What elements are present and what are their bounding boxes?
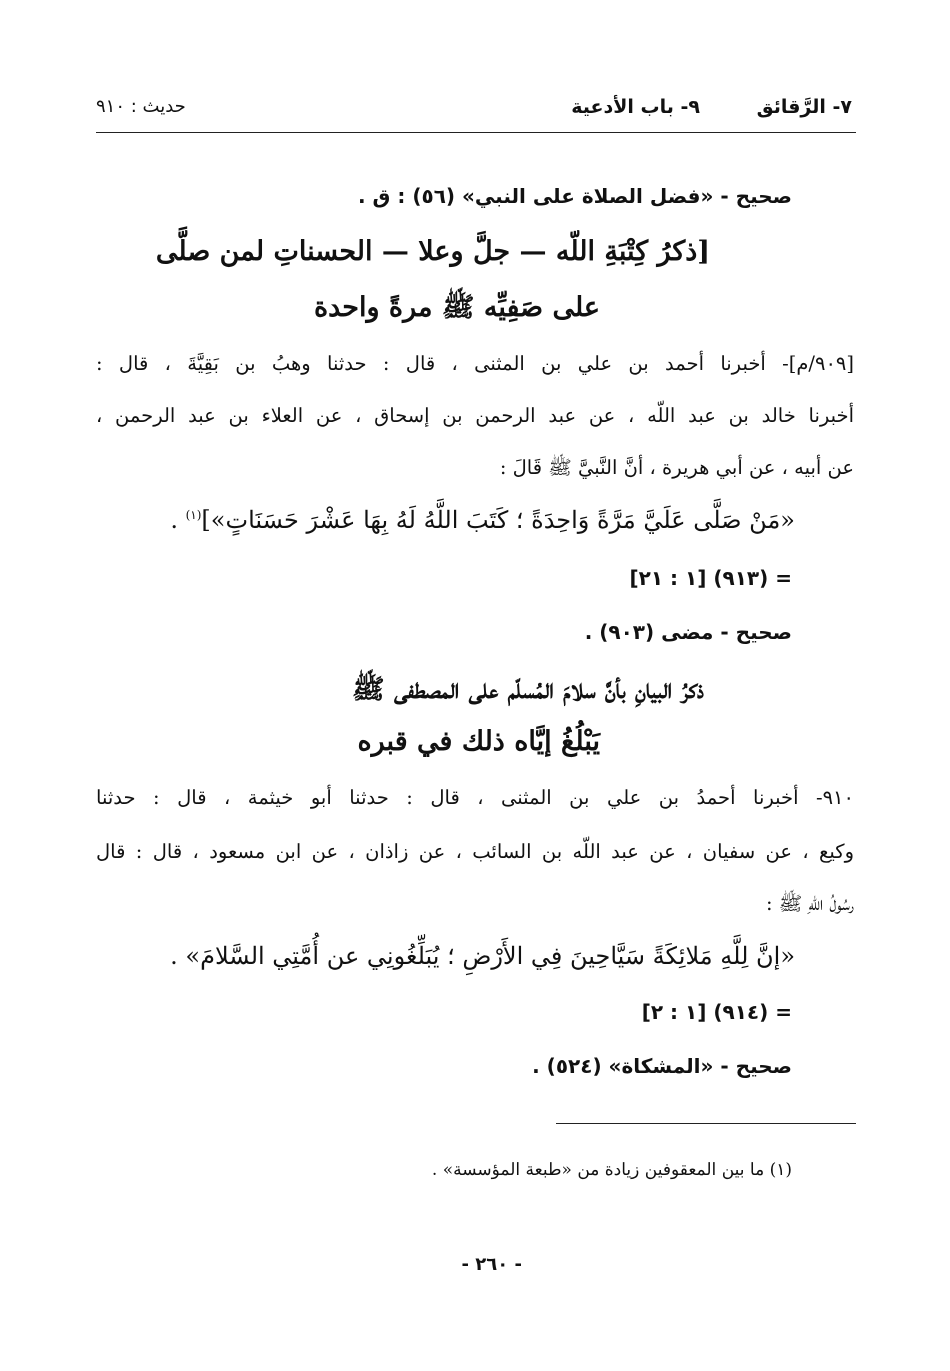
page-number: - ٢٦٠ - <box>461 1254 522 1275</box>
isnad-910-line-2: وكيع ، عن سفيان ، عن عبد اللّه بن السائب ، عن زاذان ، عن ابن مسعود ، قال : قال <box>96 840 854 863</box>
running-header-chapter: ٧- الرَّقائق <box>756 96 852 118</box>
grading-line-1: صحيح - «فضل الصلاة على النبي» (٥٦) : ق . <box>357 184 792 208</box>
cross-reference-1: = (٩١٣) [١ : ٢١] <box>629 566 792 590</box>
chapter-title-2a: ذكرُ البيانِ بأنَّ سلامَ المُسلّم على المصطفى ﷺ <box>352 674 704 705</box>
chapter-title-1b: على صَفِيِّه ﷺ مرةً واحدة <box>313 292 600 323</box>
isnad-910-line-1: ٩١٠- أخبرنا أحمدُ بن علي بن المثنى ، قال : حدثنا أبو خيثمة ، قال : حدثنا <box>96 786 854 809</box>
grading-line-2: صحيح - مضى (٩٠٣) . <box>584 620 792 644</box>
footnote-1: (١) ما بين المعقوفين زيادة من «طبعة المؤسسة» . <box>431 1160 792 1180</box>
chapter-title-1a: [ذكرُ كِتْبَةِ اللّه — جلَّ وعلا — الحسناتِ لمن صلَّى <box>155 236 710 267</box>
header-rule <box>96 132 856 133</box>
chapter-title-2b: يَبْلُغُ إيَّاه ذلك في قبره <box>357 726 600 757</box>
cross-reference-2: = (٩١٤) [١ : ٢] <box>641 1000 792 1024</box>
grading-line-3: صحيح - «المشكاة» (٥٢٤) . <box>532 1054 792 1078</box>
isnad-909-line-1: [٩٠٩/م]- أخبرنا أحمد بن علي بن المثنى ، قال : حدثنا وهبُ بن بَقِيَّةَ ، قال : <box>96 352 854 375</box>
hadith-text-910: «إنَّ لِلَّهِ مَلائِكَةً سَيَّاحِينَ فِي الأَرْضِ ؛ يُبَلِّغُونِي عن أُمَّتِي السَّلامَ» . <box>170 942 795 970</box>
isnad-909-line-2: أخبرنا خالد بن عبد اللّه ، عن عبد الرحمن بن إسحاق ، عن العلاء بن عبد الرحمن ، <box>96 404 854 427</box>
running-header-hadith-number: حديث : ٩١٠ <box>96 96 186 117</box>
isnad-910-line-3: رسُولُ اللّهِ ﷺ : <box>766 892 854 915</box>
footnote-marker: (١) <box>185 508 202 522</box>
footnote-rule <box>556 1123 856 1124</box>
hadith-matn-909-end: . <box>170 506 186 534</box>
running-header-section: ٩- باب الأدعية <box>571 96 700 118</box>
isnad-909-line-3: عن أبيه ، عن أبي هريرة ، أنَّ النَّبيَّ ﷺ قَالَ : <box>499 456 854 479</box>
hadith-text-909 <box>170 506 795 534</box>
hadith-matn-909: «مَنْ صَلَّى عَلَيَّ مَرَّةً وَاحِدَةً ؛ كَتَبَ اللَّهُ لَهُ بِهَا عَشْرَ حَسَنَاتٍ»] <box>201 506 795 534</box>
